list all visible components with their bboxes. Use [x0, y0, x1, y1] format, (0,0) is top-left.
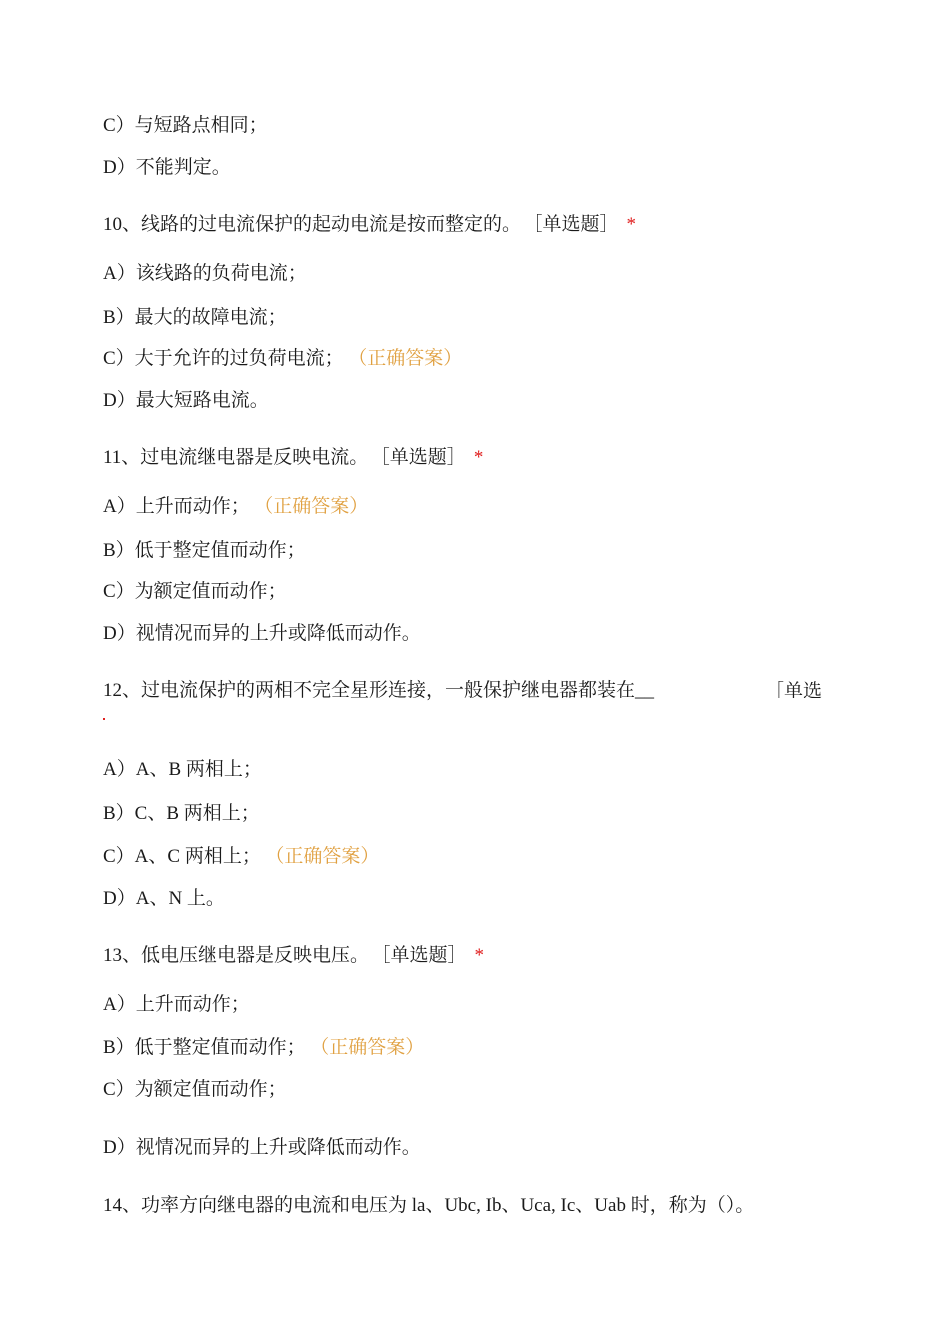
q12-option-b: B）C、B 两相上； — [103, 803, 260, 824]
q12-option-c: C）A、C 两相上； （正确答案） — [103, 846, 380, 867]
q12-option-d: D）A、N 上。 — [103, 888, 225, 909]
q12-option-a: A）A、B 两相上； — [103, 759, 262, 780]
q10-option-c: C）大于允许的过负荷电流； （正确答案） — [103, 348, 463, 369]
correct-answer-mark: （正确答案） — [357, 348, 463, 369]
q11-question: 11、过电流继电器是反映电流。 ［单选题］ * — [103, 447, 484, 468]
q10-option-d: D）最大短路电流。 — [103, 390, 269, 411]
q13-option-b: B）低于整定值而动作； （正确答案） — [103, 1037, 425, 1058]
required-star: * — [474, 945, 485, 966]
correct-answer-mark: （正确答案） — [274, 846, 380, 867]
q14-question: 14、功率方向继电器的电流和电压为 la、Ubc, Ib、Uca, Ic、Uab 时，称为（）。 — [103, 1195, 755, 1216]
q11-option-b: B）低于整定值而动作； — [103, 540, 306, 561]
q10-option-a: A）该线路的负荷电流； — [103, 263, 307, 284]
q13-option-a: A）上升而动作； — [103, 994, 250, 1015]
q9-option-d: D）不能判定。 — [103, 157, 231, 178]
q13-option-d: D）视情况而异的上升或降低而动作。 — [103, 1137, 421, 1158]
correct-answer-mark: （正确答案） — [319, 1037, 425, 1058]
q10-question: 10、线路的过电流保护的起动电流是按而整定的。 ［单选题］ * — [103, 214, 637, 235]
question-type-tag: ［单选题］ — [533, 214, 619, 235]
question-type-tag: ［单选题］ — [381, 945, 467, 966]
question-type-tag: ［单选题］ — [380, 447, 466, 468]
q12-question: 12、过电流保护的两相不完全星形连接，一般保护继电器都装在__ — [103, 680, 655, 701]
question-type-tag-clipped: ［单选 — [765, 681, 823, 698]
correct-answer-mark: （正确答案） — [263, 496, 369, 517]
q10-option-b: B）最大的故障电流； — [103, 307, 287, 328]
q11-option-c: C）为额定值而动作； — [103, 581, 287, 602]
q11-option-a: A）上升而动作； （正确答案） — [103, 496, 369, 517]
q13-option-c: C）为额定值而动作； — [103, 1079, 287, 1100]
required-star: * — [473, 447, 484, 468]
required-dot — [103, 718, 105, 720]
required-star: * — [626, 214, 637, 235]
q9-option-c: C）与短路点相同； — [103, 115, 268, 136]
q13-question: 13、低电压继电器是反映电压。 ［单选题］ * — [103, 945, 485, 966]
q11-option-d: D）视情况而异的上升或降低而动作。 — [103, 623, 421, 644]
